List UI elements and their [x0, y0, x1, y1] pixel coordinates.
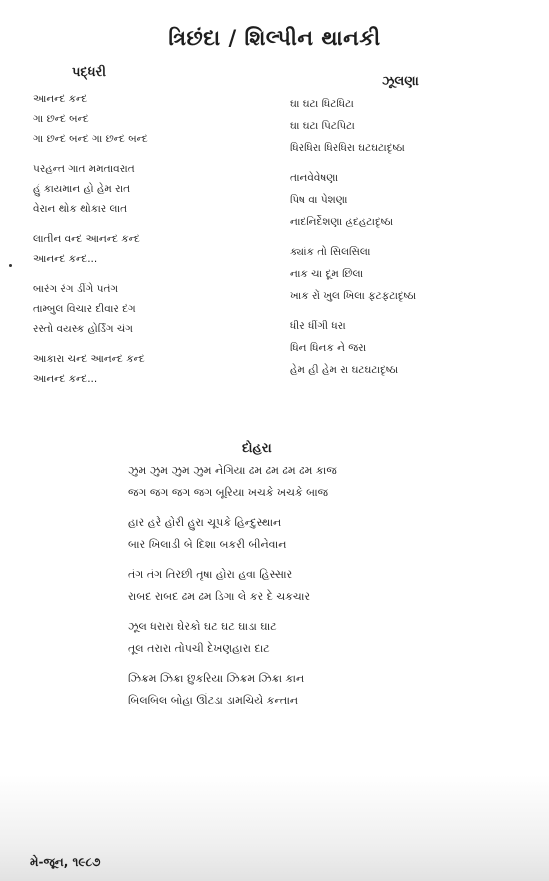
poem-line: જગ જગ જગ જગ બૂરિયા ખચકે ખચકે બાજ [128, 486, 329, 499]
poem-line: ખાક રોં ખુલ ખિલા ફટફટાદૃષ્ઠા [290, 290, 417, 302]
stanza [128, 616, 488, 660]
poem-line: હાર હરે હોરી હુરા ચૂપકે હિન્દુસ્થાન [128, 516, 282, 529]
stray-mark [9, 264, 12, 267]
poem-line: ઝુમ ઝુમ ઝુમ ઝુમ નેગિયા ઢમ ઢમ ઢમ ઢમ કાજ [128, 464, 337, 477]
stanza [290, 93, 535, 159]
poem-line: ધિરધિરા ધિરધિરા ઘટઘટાદૃષ્ઠા [290, 142, 405, 154]
poem-line: તાનવેવેષણા [290, 172, 339, 184]
stanza [33, 229, 273, 269]
poem-line: આનન્દ કન્દ [33, 93, 88, 105]
stanza [33, 279, 273, 339]
poem-line: ધિન ધિનક ને જરા [290, 342, 367, 354]
poem-line: વેરાન થોક થોકાર લાત [33, 203, 128, 215]
poem-line: ઘા ઘટા ધિટધિટા [290, 98, 354, 110]
poem-line: આનન્દ કન્દ... [33, 373, 98, 385]
poem-line: ક્યાંક તો સિલસિલા [290, 246, 371, 258]
stanza [128, 564, 488, 608]
poem-line: નાદનિર્દેશણા હ્રદહટાદૃષ્ઠા [290, 216, 394, 228]
poem-line: તૂલ તરારા તોપચી દેખણહારા દાટ [128, 642, 270, 655]
poem-line: પરહન્ત ગાત મમતાવરાત [33, 163, 135, 175]
stanza [290, 167, 535, 233]
poem-line: નાક ચા દૂમ છિલા [290, 268, 364, 280]
poem-right-column [290, 93, 535, 389]
poem-line: આનન્દ કન્દ... [33, 253, 98, 265]
stanza [33, 159, 273, 219]
stanza [33, 89, 273, 149]
poem-line: બારંગ રંગ ડીંગે પતંગ [33, 283, 119, 295]
poem-line: બિલબિલ બોહા ઊંટડા ડામચિયે કન્તાન [128, 694, 299, 707]
poem-line: તંગ તંગ તિરછી તૃષા હોરા હવા હિસ્સાર [128, 568, 293, 581]
section-heading-bottom: દોહરા [242, 441, 272, 456]
poem-bottom-column [128, 460, 488, 720]
poem-line: ઝિક્રમ ઝિક્રા છુકરિયા ઝિક્રમ ઝિક્રા કાન [128, 672, 305, 685]
page-title: ત્રિછંદા / શિલ્પીન થાનકી [168, 26, 381, 50]
poem-line: રસ્તો વયસ્ક હોર્ડિંગ ચંગ [33, 323, 133, 335]
poem-line: ગા છન્દ બન્દ ગા છન્દ બન્દ [33, 133, 148, 145]
poem-left-column [33, 89, 273, 399]
stanza [33, 349, 273, 389]
poem-line: પિષ વા પેશણા [290, 194, 348, 206]
poem-line: ગા છન્દ બન્દ [33, 113, 89, 125]
page-footer-date: મે-જૂન, ૧૯૮૭ [30, 855, 101, 869]
section-heading-left: પદ્ધરી [72, 65, 106, 80]
stanza [128, 512, 488, 556]
poem-line: રાબદ રાબદ ઢમ ઢમ ડિગા લે કર દે ચકચાર [128, 590, 311, 603]
poem-line: ધીર ધીંગી ધરા [290, 320, 346, 332]
poem-line: હું કાયમાન હો હેમ રાત [33, 183, 131, 195]
stanza [290, 241, 535, 307]
section-heading-right: ઝૂલણા [382, 74, 419, 89]
stanza [128, 460, 488, 504]
poem-line: તામ્બુલ વિચાર દીવાર દંગ [33, 303, 136, 315]
stanza [128, 668, 488, 712]
poem-line: લાતીન વન્દ આનન્દ કન્દ [33, 233, 140, 245]
poem-line: ઝૂલ ધરારા ઘેરકો ઘટ ઘટ ઘાડા ઘાટ [128, 620, 277, 633]
stanza [290, 315, 535, 381]
poem-line: હેમ હી હેમ રા ઘટઘટાદૃષ્ઠા [290, 364, 399, 376]
poem-line: બાર ખિલાડી બે દિશા બકરી બીનેવાન [128, 538, 287, 551]
poem-line: આકારા ચન્દ આનન્દ કન્દ [33, 353, 145, 365]
poem-line: ઘા ઘટા પિટપિટા [290, 120, 355, 132]
